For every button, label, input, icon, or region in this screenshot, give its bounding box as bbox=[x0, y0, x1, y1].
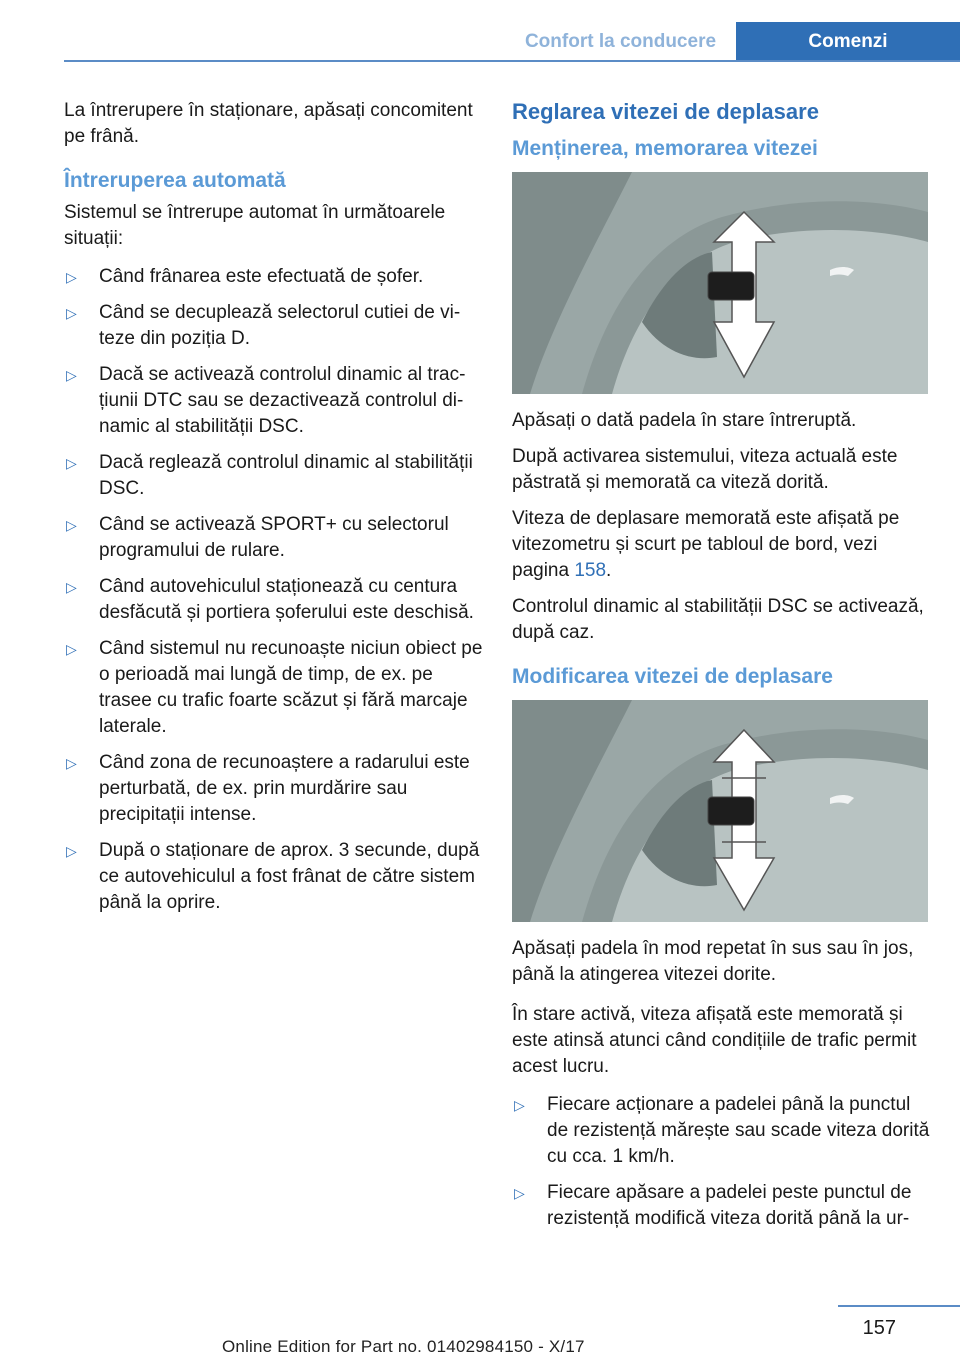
page-number: 157 bbox=[862, 1317, 896, 1339]
paragraph-dsc: Controlul dinamic al stabilității DSC se activează, după caz. bbox=[512, 596, 924, 643]
list-item: ▷ Dacă se activează controlul dinamic al tracțiunii DTC sau se dezactivează controlul dinamic al stabilității DSC. bbox=[66, 364, 466, 437]
page-reference-link[interactable]: 158 bbox=[574, 560, 607, 581]
bullet-triangle-icon: ▷ bbox=[66, 843, 77, 859]
list-item: ▷ Fiecare acționare a padelei până la punctul de rezistență mărește sau scade viteza dorită cu cca. 1 km/h. bbox=[514, 1094, 930, 1167]
list-item: ▷ Dacă reglează controlul dinamic al stabilității DSC. bbox=[66, 452, 473, 499]
lead-paragraph: Sistemul se întrerupe automat în următoarele situații: bbox=[64, 202, 446, 249]
bullet-triangle-icon: ▷ bbox=[514, 1097, 525, 1113]
steering-wheel-paddle-illustration bbox=[512, 172, 928, 394]
bullet-triangle-icon: ▷ bbox=[514, 1185, 525, 1201]
footer-rule bbox=[838, 1305, 960, 1307]
chapter-tab[interactable]: Comenzi bbox=[736, 22, 960, 62]
left-column bbox=[64, 98, 484, 926]
bullet-triangle-icon: ▷ bbox=[66, 579, 77, 595]
paragraph-activation: După activarea sistemului, viteza actuală este păstrată și memorată ca viteză dorită. bbox=[512, 446, 898, 493]
subheading-change-speed: Modificarea vitezei de deplasare bbox=[512, 665, 833, 688]
intro-paragraph: La întrerupere în staționare, apăsați concomitent pe frână. bbox=[64, 100, 473, 147]
bullet-triangle-icon: ▷ bbox=[66, 641, 77, 657]
right-column bbox=[512, 98, 932, 1242]
list-item: ▷ Când zona de recunoaștere a radarului este perturbată, de ex. prin murdărire sau precipitații intense. bbox=[66, 752, 470, 825]
paragraph-press-repeatedly: Apăsați padela în mod repetat în sus sau în jos, până la atingerea vitezei dorite. bbox=[512, 938, 914, 985]
bullet-triangle-icon: ▷ bbox=[66, 755, 77, 771]
list-item: ▷ Când sistemul nu recunoaște niciun obiect pe o perioadă mai lungă de timp, de ex. pe trasee cu trafic foarte scăzut și fără marcaje laterale. bbox=[66, 638, 483, 737]
auto-stop-list bbox=[64, 264, 484, 916]
section-tab[interactable]: Confort la conducere bbox=[524, 31, 717, 52]
list-item: ▷ Când frânarea este efectuată de șofer. bbox=[64, 264, 484, 290]
list-item: ▷ Când autovehiculul staționează cu centura desfăcută și portiera șoferului este deschisă. bbox=[66, 576, 474, 623]
paragraph-press-once: Apăsați o dată padela în stare întreruptă. bbox=[512, 410, 857, 431]
bullet-triangle-icon: ▷ bbox=[66, 269, 77, 285]
bullet-triangle-icon: ▷ bbox=[66, 455, 77, 471]
bullet-triangle-icon: ▷ bbox=[66, 517, 77, 533]
subheading-hold-speed: Menținerea, memorarea vitezei bbox=[512, 137, 818, 160]
steering-wheel-paddle-illustration bbox=[512, 700, 928, 922]
list-item: ▷ Când se activează SPORT+ cu selectorul programului de rulare. bbox=[66, 514, 449, 561]
list-item: ▷ După o staționare de aprox. 3 secunde, după ce autovehiculul a fost frânat de către sistem până la oprire. bbox=[66, 840, 480, 913]
edition-footer: Online Edition for Part no. 01402984150 - X/17 bbox=[222, 1337, 585, 1356]
section-title: Reglarea vitezei de deplasare bbox=[512, 99, 819, 124]
list-item: ▷ Fiecare apăsare a padelei peste punctul de rezistență modifică viteza dorită până la ur- bbox=[514, 1182, 912, 1229]
bullet-triangle-icon: ▷ bbox=[66, 305, 77, 321]
paragraph-speed-display: Viteza de deplasare memorată este afișată pe vitezometru și scurt pe tabloul de bord, vezi pagina 158. bbox=[512, 508, 900, 581]
speed-change-list bbox=[512, 1092, 932, 1232]
header-rule bbox=[64, 60, 960, 62]
list-item: ▷ Când se decuplează selectorul cutiei de viteze din poziția D. bbox=[66, 302, 461, 349]
paragraph-active-state: În stare activă, viteza afișată este memorată și este atinsă atunci când condițiile de trafic permit acest lucru. bbox=[512, 1004, 917, 1077]
bullet-triangle-icon: ▷ bbox=[66, 367, 77, 383]
section-heading-auto-stop: Întreruperea automată bbox=[64, 169, 286, 192]
